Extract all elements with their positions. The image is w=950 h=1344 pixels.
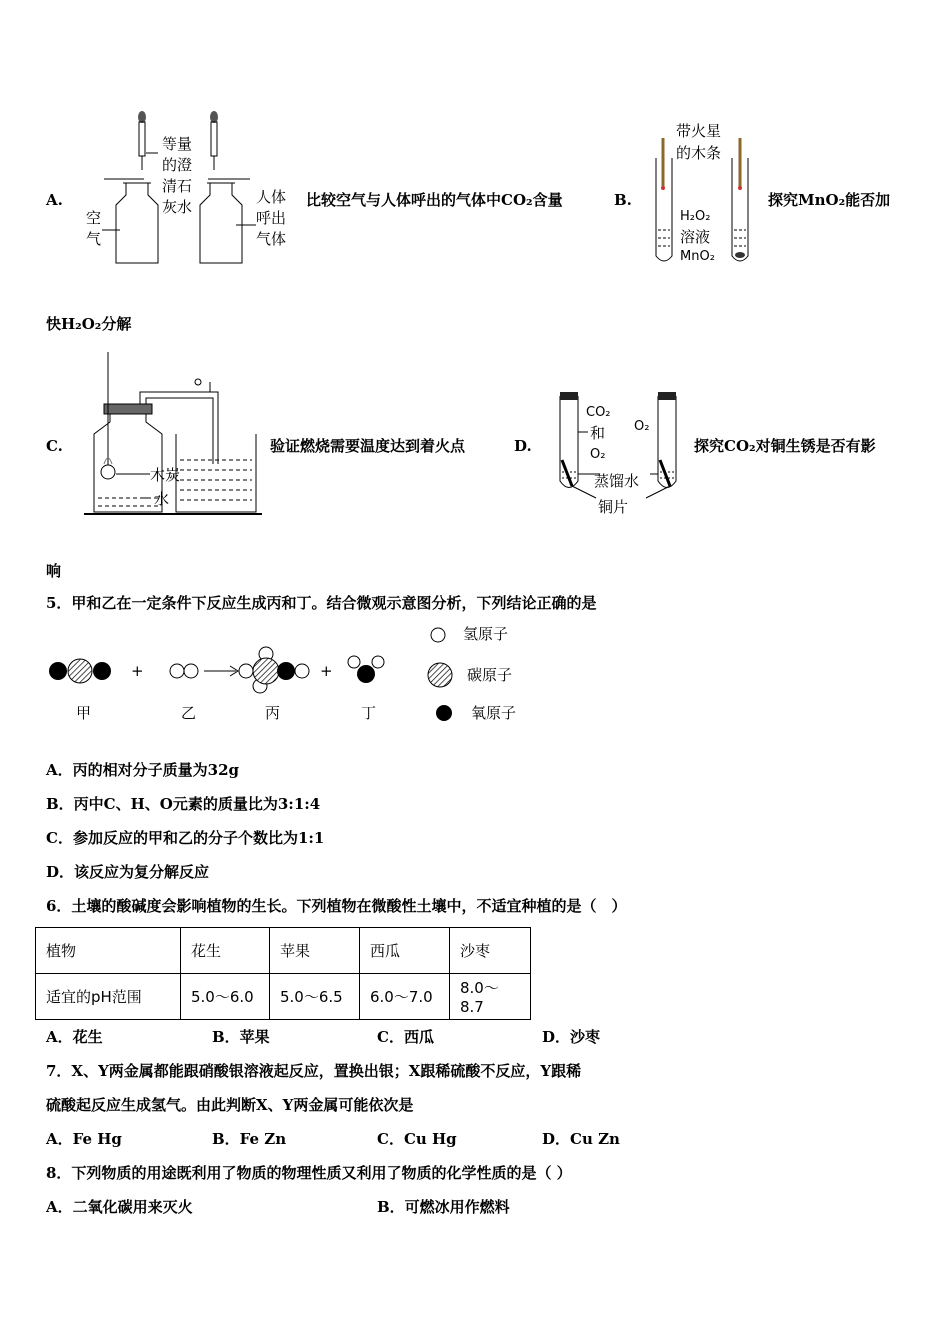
q6-option-a: A．花生: [46, 1028, 103, 1046]
option-a-text: 比较空气与人体呼出的气体中CO₂含量: [306, 191, 563, 209]
svg-text:MnO₂: MnO₂: [680, 249, 715, 264]
q6-option-d: D．沙枣: [542, 1028, 601, 1046]
q8-option-b: B．可燃冰用作燃料: [377, 1198, 510, 1216]
svg-text:空: 空: [86, 209, 102, 227]
option-b-text-2: 快H₂O₂分解: [46, 315, 132, 333]
table-row: [36, 974, 531, 1020]
svg-text:+: +: [320, 662, 333, 680]
q7-stem-1: 7．X、Y两金属都能跟硝酸银溶液起反应，置换出银；X跟稀硫酸不反应，Y跟稀: [46, 1062, 582, 1080]
dropper-right: [210, 111, 218, 170]
svg-text:O₂: O₂: [634, 419, 650, 434]
molecule-label-jia: 甲: [76, 704, 92, 722]
svg-text:清石: 清石: [162, 177, 193, 195]
option-c-label: C.: [46, 437, 63, 455]
table-cell: 6.0～7.0: [360, 974, 450, 1020]
figure-d-test-tubes: [550, 386, 690, 526]
option-d-label: D.: [514, 437, 532, 455]
table-cell: 5.0～6.0: [181, 974, 270, 1020]
molecule-label-yi: 乙: [181, 704, 197, 722]
svg-text:水: 水: [154, 490, 170, 508]
svg-text:带火星: 带火星: [676, 122, 722, 140]
option-a-label: A.: [46, 191, 63, 209]
q5-option-a: A．丙的相对分子质量为32g: [46, 761, 240, 779]
figure-b-test-tubes: [650, 118, 760, 268]
molecule-yi: [170, 664, 198, 678]
q5-stem: 5．甲和乙在一定条件下反应生成丙和丁。结合微观示意图分析，下列结论正确的是: [46, 594, 597, 612]
figure-c-apparatus: [80, 352, 270, 522]
legend-hydrogen: 氢原子: [463, 625, 509, 643]
ph-table: [35, 927, 531, 1020]
table-cell: 8.0～8.7: [450, 974, 531, 1020]
table-cell: 植物: [36, 928, 181, 974]
q6-stem: 6．土壤的酸碱度会影响植物的生长。下列植物在微酸性土壤中，不适宜种植的是（ ）: [46, 897, 627, 915]
q8-stem: 8．下列物质的用途既利用了物质的物理性质又利用了物质的化学性质的是（ ）: [46, 1164, 572, 1182]
option-b-text-1: 探究MnO₂能否加: [768, 191, 891, 209]
svg-text:呼出: 呼出: [256, 209, 287, 227]
table-header-row: [36, 928, 531, 974]
legend-carbon: 碳原子: [467, 666, 513, 684]
q5-option-b: B．丙中C、H、O元素的质量比为3:1:4: [46, 795, 321, 813]
svg-text:和: 和: [590, 424, 606, 442]
option-d-text-2: 响: [46, 562, 62, 580]
svg-text:铜片: 铜片: [598, 498, 629, 516]
molecule-label-bing: 丙: [265, 704, 281, 722]
dropper-left: [138, 111, 146, 170]
svg-text:H₂O₂: H₂O₂: [680, 209, 711, 224]
q8-option-a: A．二氧化碳用来灭火: [46, 1198, 193, 1216]
bottle-left: [104, 179, 158, 263]
option-c-text: 验证燃烧需要温度达到着火点: [270, 437, 466, 455]
svg-text:+: +: [131, 662, 144, 680]
table-cell: 苹果: [270, 928, 360, 974]
table-cell: 5.0～6.5: [270, 974, 360, 1020]
legend-oxygen: 氧原子: [471, 704, 517, 722]
svg-text:木炭: 木炭: [150, 466, 181, 484]
table-cell: 适宜的pH范围: [36, 974, 181, 1020]
svg-text:等量: 等量: [162, 135, 193, 153]
svg-text:气: 气: [86, 230, 102, 248]
q5-option-c: C．参加反应的甲和乙的分子个数比为1:1: [46, 829, 325, 847]
svg-text:灰水: 灰水: [162, 198, 193, 216]
figure-a-bottles: [80, 108, 300, 268]
molecule-ding: [348, 656, 384, 683]
table-cell: 西瓜: [360, 928, 450, 974]
svg-text:气体: 气体: [256, 230, 287, 248]
q7-option-a: A．Fe Hg: [46, 1130, 122, 1148]
q7-option-d: D．Cu Zn: [542, 1130, 620, 1148]
svg-text:O₂: O₂: [590, 447, 606, 462]
molecule-bing: [239, 647, 309, 693]
molecule-jia: [49, 659, 111, 683]
molecule-label-ding: 丁: [361, 704, 377, 722]
table-cell: 沙枣: [450, 928, 531, 974]
bottle-right: [200, 179, 250, 263]
svg-text:溶液: 溶液: [680, 228, 711, 246]
q7-option-b: B．Fe Zn: [212, 1130, 287, 1148]
svg-text:蒸馏水: 蒸馏水: [594, 472, 640, 490]
q6-option-b: B．苹果: [212, 1028, 270, 1046]
q7-option-c: C．Cu Hg: [377, 1130, 457, 1148]
svg-text:的木条: 的木条: [676, 144, 722, 162]
q6-option-c: C．西瓜: [377, 1028, 434, 1046]
option-d-text-1: 探究CO₂对铜生锈是否有影: [694, 437, 876, 455]
q7-stem-2: 硫酸起反应生成氢气。由此判断X、Y两金属可能依次是: [46, 1096, 414, 1114]
svg-text:CO₂: CO₂: [586, 405, 611, 420]
q5-option-d: D．该反应为复分解反应: [46, 863, 210, 881]
svg-text:人体: 人体: [256, 188, 287, 206]
legend: [428, 628, 452, 721]
svg-text:的澄: 的澄: [162, 156, 193, 174]
option-b-label: B.: [614, 191, 632, 209]
table-cell: 花生: [181, 928, 270, 974]
